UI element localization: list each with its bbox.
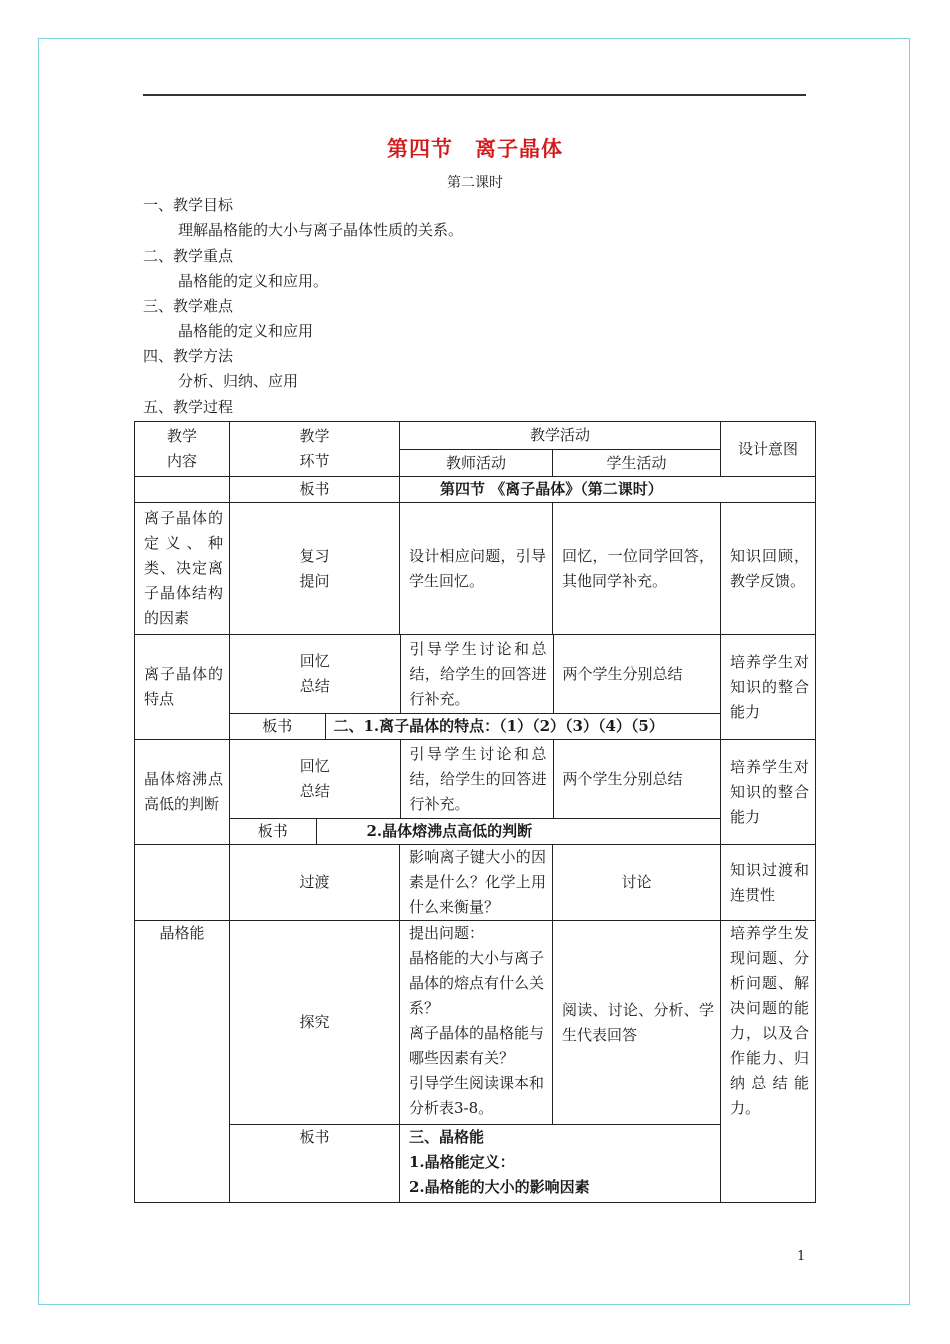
- cell-teacher: 引导学生讨论和总结，给学生的回答进行补充。: [400, 740, 553, 818]
- cell-teacher: 设计相应问题，引导学生回忆。: [400, 503, 553, 635]
- page-title: 第四节 离子晶体: [387, 136, 563, 161]
- cell-teacher: 提出问题： 晶格能的大小与离子晶体的熔点有什么关系？ 离子晶体的晶格能与哪些因素有关？ 引导学生阅读课本和分析表3-8。: [400, 921, 553, 1125]
- section-heading-method: 四、教学方法: [143, 347, 234, 365]
- cell-teacher: 引导学生讨论和总结，给学生的回答进行补充。: [400, 635, 553, 713]
- cell-content: 晶格能: [135, 921, 230, 1203]
- cell-content: 离子晶体的特点: [135, 635, 230, 740]
- cell-intent: 培养学生对知识的整合能力: [721, 635, 816, 740]
- cell-intent: 知识回顾，教学反馈。: [721, 503, 816, 635]
- section-content-focus: 晶格能的定义和应用。: [178, 272, 329, 290]
- row-melting-board: [230, 818, 720, 844]
- header-student: 学生活动: [553, 450, 721, 477]
- cell-student: 两个学生分别总结: [553, 635, 721, 713]
- board-line: 2.晶格能的大小的影响因素: [409, 1178, 590, 1196]
- cell-stage: 过渡: [230, 845, 400, 921]
- table-row-melting: [135, 740, 816, 845]
- table-row-features: [135, 635, 816, 740]
- board-text: 第四节 《离子晶体》（第二课时）: [400, 477, 816, 503]
- cell-stage: 复习 提问: [230, 503, 400, 635]
- cell-content: [135, 845, 230, 921]
- cell-intent: 培养学生发现问题、分析问题、解决问题的能力，以及合作能力、归纳总结能力。: [721, 921, 816, 1203]
- header-stage: 教学 环节: [230, 422, 400, 477]
- board-label: 板书: [230, 819, 316, 845]
- row-features-inner: [230, 635, 721, 713]
- cell-intent: 知识过渡和连贯性: [721, 845, 816, 921]
- board-line: 1.晶格能定义：: [409, 1153, 515, 1171]
- cell-student: 阅读、讨论、分析、学生代表回答: [553, 921, 721, 1125]
- board-label: 板书: [230, 477, 400, 503]
- board-text: 2.晶体熔沸点高低的判断: [316, 819, 720, 845]
- cell-content: 离子晶体的定义、种类、决定离子晶体结构的因素: [135, 503, 230, 635]
- page-subtitle: 第二课时: [447, 175, 503, 191]
- board-lines: [400, 1125, 721, 1203]
- board-row-1: [135, 477, 816, 503]
- board-row-lattice-energy: [135, 1125, 816, 1203]
- board-label: 板书: [230, 1125, 400, 1203]
- lesson-process-table: [134, 421, 816, 1203]
- cell-content: 晶体熔沸点高低的判断: [135, 740, 230, 845]
- row-melting-inner: [230, 740, 721, 818]
- cell-student: 讨论: [553, 845, 721, 921]
- section-heading-goals: 一、教学目标: [143, 196, 234, 214]
- cell-student: 两个学生分别总结: [553, 740, 721, 818]
- page-number: 1: [797, 1249, 806, 1264]
- cell-stage: 探究: [230, 921, 400, 1125]
- section-content-method: 分析、归纳、应用: [178, 372, 299, 390]
- header-intent: 设计意图: [721, 422, 816, 477]
- cell-intent: 培养学生对知识的整合能力: [721, 740, 816, 845]
- table-row-review: [135, 503, 816, 635]
- header-content: 教学 内容: [135, 422, 230, 477]
- board-text: 二、1.离子晶体的特点：（1）（2）（3）（4）（5）: [325, 714, 720, 740]
- header-rule: [143, 94, 806, 96]
- header-activity: 教学活动: [400, 422, 721, 450]
- board-line: 三、晶格能: [409, 1128, 485, 1146]
- section-heading-difficulty: 三、教学难点: [143, 297, 234, 315]
- section-heading-focus: 二、教学重点: [143, 247, 234, 265]
- table-header-row: [135, 422, 816, 450]
- cell-stage: 回忆 总结: [299, 652, 330, 695]
- section-heading-process: 五、教学过程: [143, 398, 234, 416]
- section-content-goals: 理解晶格能的大小与离子晶体性质的关系。: [178, 221, 464, 239]
- board-label: 板书: [230, 714, 325, 740]
- cell-teacher: 影响离子键大小的因素是什么？化学上用什么来衡量？: [400, 845, 553, 921]
- row-features-board: [230, 713, 720, 739]
- empty-cell: [135, 477, 230, 503]
- table-row-lattice-energy: [135, 921, 816, 1125]
- cell-stage: 回忆 总结: [299, 757, 330, 800]
- cell-student: 回忆，一位同学回答，其他同学补充。: [553, 503, 721, 635]
- header-teacher: 教师活动: [400, 450, 553, 477]
- section-content-difficulty: 晶格能的定义和应用: [178, 322, 314, 340]
- table-row-transition: [135, 845, 816, 921]
